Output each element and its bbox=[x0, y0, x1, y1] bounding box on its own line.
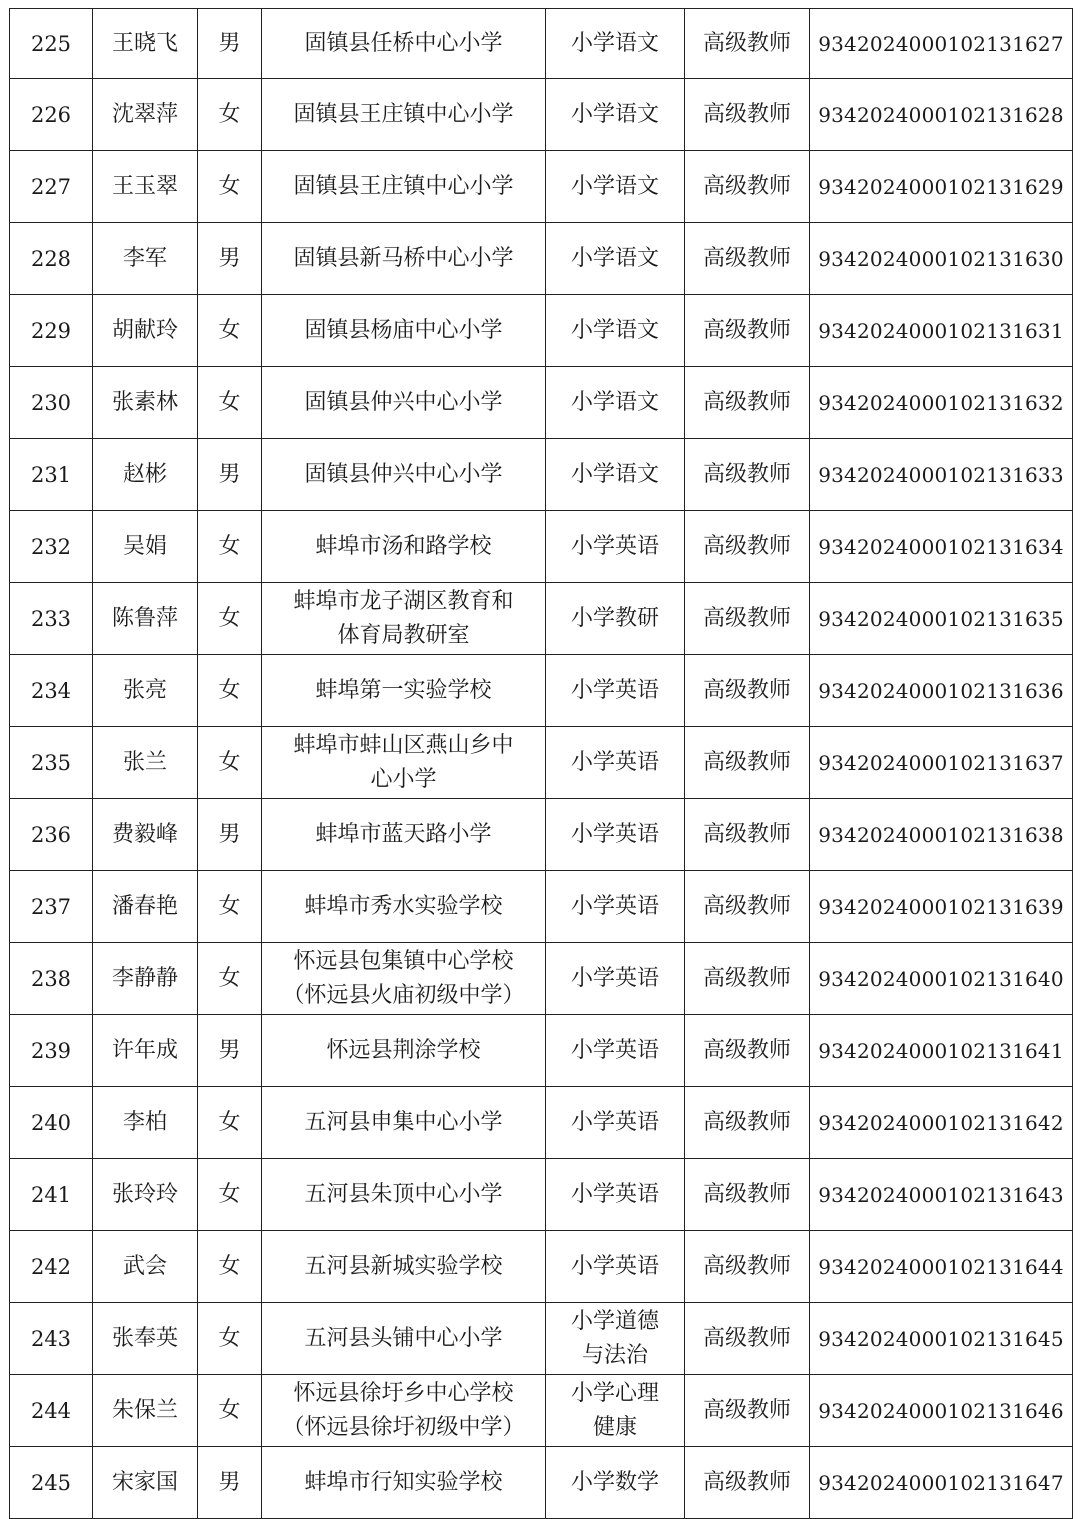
qualification-title: 高级教师 bbox=[685, 511, 810, 583]
gender: 男 bbox=[198, 1447, 262, 1519]
school: 蚌埠市行知实验学校 bbox=[262, 1447, 546, 1519]
table-row bbox=[10, 1375, 1073, 1447]
subject: 小学英语 bbox=[546, 1087, 685, 1159]
gender: 女 bbox=[198, 583, 262, 655]
school-line-2: （怀远县徐圩初级中学） bbox=[282, 1414, 525, 1440]
school: 固镇县仲兴中心小学 bbox=[262, 367, 546, 439]
subject: 小学英语 bbox=[546, 727, 685, 799]
row-number: 244 bbox=[10, 1375, 93, 1447]
certificate-number: 9342024000102131629 bbox=[810, 151, 1073, 223]
qualification-title: 高级教师 bbox=[685, 1375, 810, 1447]
qualification-title: 高级教师 bbox=[685, 79, 810, 151]
table-row bbox=[10, 871, 1073, 943]
certificate-number: 9342024000102131645 bbox=[810, 1303, 1073, 1375]
certificate-number: 9342024000102131630 bbox=[810, 223, 1073, 295]
school: 固镇县王庄镇中心小学 bbox=[262, 151, 546, 223]
gender: 女 bbox=[198, 1231, 262, 1303]
subject: 小学英语 bbox=[546, 799, 685, 871]
certificate-number: 9342024000102131642 bbox=[810, 1087, 1073, 1159]
qualification-title: 高级教师 bbox=[685, 1087, 810, 1159]
certificate-number: 9342024000102131641 bbox=[810, 1015, 1073, 1087]
gender: 女 bbox=[198, 79, 262, 151]
subject bbox=[546, 1375, 685, 1447]
certificate-number: 9342024000102131643 bbox=[810, 1159, 1073, 1231]
table-row bbox=[10, 655, 1073, 727]
teacher-name: 潘春艳 bbox=[93, 871, 198, 943]
subject: 小学英语 bbox=[546, 871, 685, 943]
subject: 小学英语 bbox=[546, 655, 685, 727]
teacher-name: 李静静 bbox=[93, 943, 198, 1015]
certificate-number: 9342024000102131636 bbox=[810, 655, 1073, 727]
row-number: 229 bbox=[10, 295, 93, 367]
school: 五河县新城实验学校 bbox=[262, 1231, 546, 1303]
gender: 女 bbox=[198, 1087, 262, 1159]
teacher-name: 张素林 bbox=[93, 367, 198, 439]
school: 固镇县新马桥中心小学 bbox=[262, 223, 546, 295]
certificate-number: 9342024000102131633 bbox=[810, 439, 1073, 511]
subject-line-1: 小学道德 bbox=[570, 1308, 659, 1334]
teacher-name: 沈翠萍 bbox=[93, 79, 198, 151]
table-row bbox=[10, 1159, 1073, 1231]
subject: 小学语文 bbox=[546, 79, 685, 151]
qualification-title: 高级教师 bbox=[685, 9, 810, 79]
qualification-title: 高级教师 bbox=[685, 367, 810, 439]
teacher-name: 费毅峰 bbox=[93, 799, 198, 871]
certificate-number: 9342024000102131627 bbox=[810, 9, 1073, 79]
subject: 小学英语 bbox=[546, 1231, 685, 1303]
school: 五河县申集中心小学 bbox=[262, 1087, 546, 1159]
subject: 小学英语 bbox=[546, 1015, 685, 1087]
qualification-title: 高级教师 bbox=[685, 727, 810, 799]
gender: 女 bbox=[198, 1375, 262, 1447]
certificate-number: 9342024000102131637 bbox=[810, 727, 1073, 799]
teacher-name: 宋家国 bbox=[93, 1447, 198, 1519]
teacher-name: 王晓飞 bbox=[93, 9, 198, 79]
subject: 小学语文 bbox=[546, 151, 685, 223]
teacher-name: 张兰 bbox=[93, 727, 198, 799]
certificate-number: 9342024000102131634 bbox=[810, 511, 1073, 583]
certificate-number: 9342024000102131646 bbox=[810, 1375, 1073, 1447]
gender: 女 bbox=[198, 871, 262, 943]
teacher-name: 赵彬 bbox=[93, 439, 198, 511]
subject: 小学英语 bbox=[546, 1159, 685, 1231]
subject bbox=[546, 1303, 685, 1375]
subject-line-2: 健康 bbox=[592, 1414, 637, 1440]
gender: 女 bbox=[198, 511, 262, 583]
table-row bbox=[10, 1087, 1073, 1159]
row-number: 234 bbox=[10, 655, 93, 727]
teacher-name: 朱保兰 bbox=[93, 1375, 198, 1447]
teacher-name: 李军 bbox=[93, 223, 198, 295]
table-row bbox=[10, 727, 1073, 799]
school-line-1: 怀远县包集镇中心学校 bbox=[293, 948, 514, 974]
school-line-1: 蚌埠市蚌山区燕山乡中 bbox=[293, 732, 514, 758]
teacher-name: 武会 bbox=[93, 1231, 198, 1303]
row-number: 228 bbox=[10, 223, 93, 295]
gender: 女 bbox=[198, 295, 262, 367]
row-number: 239 bbox=[10, 1015, 93, 1087]
school-line-2: （怀远县火庙初级中学） bbox=[282, 982, 525, 1008]
subject: 小学语文 bbox=[546, 367, 685, 439]
teacher-name: 许年成 bbox=[93, 1015, 198, 1087]
gender: 男 bbox=[198, 9, 262, 79]
teacher-name: 胡献玲 bbox=[93, 295, 198, 367]
school-line-1: 怀远县徐圩乡中心学校 bbox=[293, 1380, 514, 1406]
subject: 小学语文 bbox=[546, 9, 685, 79]
qualification-title: 高级教师 bbox=[685, 223, 810, 295]
row-number: 230 bbox=[10, 367, 93, 439]
table-row bbox=[10, 79, 1073, 151]
subject: 小学数学 bbox=[546, 1447, 685, 1519]
qualification-title: 高级教师 bbox=[685, 151, 810, 223]
school bbox=[262, 727, 546, 799]
row-number: 226 bbox=[10, 79, 93, 151]
gender: 女 bbox=[198, 367, 262, 439]
subject: 小学语文 bbox=[546, 223, 685, 295]
school: 蚌埠第一实验学校 bbox=[262, 655, 546, 727]
row-number: 235 bbox=[10, 727, 93, 799]
gender: 男 bbox=[198, 439, 262, 511]
certificate-number: 9342024000102131647 bbox=[810, 1447, 1073, 1519]
teacher-list-table bbox=[9, 8, 1073, 1519]
table-body bbox=[10, 9, 1073, 1519]
table-row bbox=[10, 1303, 1073, 1375]
subject: 小学英语 bbox=[546, 943, 685, 1015]
school bbox=[262, 583, 546, 655]
table-row bbox=[10, 151, 1073, 223]
table-row bbox=[10, 943, 1073, 1015]
school bbox=[262, 943, 546, 1015]
row-number: 242 bbox=[10, 1231, 93, 1303]
gender: 男 bbox=[198, 223, 262, 295]
row-number: 245 bbox=[10, 1447, 93, 1519]
teacher-name: 张奉英 bbox=[93, 1303, 198, 1375]
qualification-title: 高级教师 bbox=[685, 583, 810, 655]
subject: 小学教研 bbox=[546, 583, 685, 655]
school: 五河县头铺中心小学 bbox=[262, 1303, 546, 1375]
subject: 小学语文 bbox=[546, 439, 685, 511]
qualification-title: 高级教师 bbox=[685, 1159, 810, 1231]
gender: 女 bbox=[198, 943, 262, 1015]
school-line-2: 体育局教研室 bbox=[337, 622, 470, 648]
school: 五河县朱顶中心小学 bbox=[262, 1159, 546, 1231]
teacher-name: 陈鲁萍 bbox=[93, 583, 198, 655]
qualification-title: 高级教师 bbox=[685, 295, 810, 367]
teacher-name: 王玉翠 bbox=[93, 151, 198, 223]
table-row bbox=[10, 223, 1073, 295]
certificate-number: 9342024000102131635 bbox=[810, 583, 1073, 655]
qualification-title: 高级教师 bbox=[685, 1231, 810, 1303]
school: 怀远县荆涂学校 bbox=[262, 1015, 546, 1087]
certificate-number: 9342024000102131639 bbox=[810, 871, 1073, 943]
school: 蚌埠市汤和路学校 bbox=[262, 511, 546, 583]
school-line-1: 蚌埠市龙子湖区教育和 bbox=[293, 588, 514, 614]
gender: 女 bbox=[198, 1303, 262, 1375]
qualification-title: 高级教师 bbox=[685, 439, 810, 511]
gender: 男 bbox=[198, 1015, 262, 1087]
row-number: 236 bbox=[10, 799, 93, 871]
row-number: 243 bbox=[10, 1303, 93, 1375]
certificate-number: 9342024000102131644 bbox=[810, 1231, 1073, 1303]
gender: 女 bbox=[198, 151, 262, 223]
subject: 小学英语 bbox=[546, 511, 685, 583]
qualification-title: 高级教师 bbox=[685, 871, 810, 943]
table-row bbox=[10, 439, 1073, 511]
gender: 女 bbox=[198, 1159, 262, 1231]
table-row bbox=[10, 295, 1073, 367]
table-row bbox=[10, 583, 1073, 655]
table-row bbox=[10, 9, 1073, 79]
qualification-title: 高级教师 bbox=[685, 1447, 810, 1519]
school: 固镇县王庄镇中心小学 bbox=[262, 79, 546, 151]
table-row bbox=[10, 511, 1073, 583]
certificate-number: 9342024000102131638 bbox=[810, 799, 1073, 871]
qualification-title: 高级教师 bbox=[685, 943, 810, 1015]
row-number: 232 bbox=[10, 511, 93, 583]
qualification-title: 高级教师 bbox=[685, 1015, 810, 1087]
qualification-title: 高级教师 bbox=[685, 799, 810, 871]
certificate-number: 9342024000102131640 bbox=[810, 943, 1073, 1015]
gender: 男 bbox=[198, 799, 262, 871]
certificate-number: 9342024000102131628 bbox=[810, 79, 1073, 151]
subject-line-1: 小学心理 bbox=[570, 1380, 659, 1406]
qualification-title: 高级教师 bbox=[685, 655, 810, 727]
school: 蚌埠市秀水实验学校 bbox=[262, 871, 546, 943]
row-number: 238 bbox=[10, 943, 93, 1015]
row-number: 237 bbox=[10, 871, 93, 943]
subject-line-2: 与法治 bbox=[581, 1342, 648, 1368]
school: 蚌埠市蓝天路小学 bbox=[262, 799, 546, 871]
school bbox=[262, 1375, 546, 1447]
row-number: 231 bbox=[10, 439, 93, 511]
row-number: 240 bbox=[10, 1087, 93, 1159]
teacher-name: 张亮 bbox=[93, 655, 198, 727]
table-row bbox=[10, 1447, 1073, 1519]
gender: 女 bbox=[198, 655, 262, 727]
subject: 小学语文 bbox=[546, 295, 685, 367]
gender: 女 bbox=[198, 727, 262, 799]
table-row bbox=[10, 799, 1073, 871]
table-row bbox=[10, 367, 1073, 439]
row-number: 233 bbox=[10, 583, 93, 655]
qualification-title: 高级教师 bbox=[685, 1303, 810, 1375]
row-number: 225 bbox=[10, 9, 93, 79]
teacher-name: 张玲玲 bbox=[93, 1159, 198, 1231]
school: 固镇县杨庙中心小学 bbox=[262, 295, 546, 367]
teacher-name: 李柏 bbox=[93, 1087, 198, 1159]
table-row bbox=[10, 1015, 1073, 1087]
table-row bbox=[10, 1231, 1073, 1303]
school: 固镇县仲兴中心小学 bbox=[262, 439, 546, 511]
certificate-number: 9342024000102131631 bbox=[810, 295, 1073, 367]
row-number: 241 bbox=[10, 1159, 93, 1231]
school-line-2: 心小学 bbox=[370, 766, 437, 792]
school: 固镇县任桥中心小学 bbox=[262, 9, 546, 79]
teacher-name: 吴娟 bbox=[93, 511, 198, 583]
certificate-number: 9342024000102131632 bbox=[810, 367, 1073, 439]
row-number: 227 bbox=[10, 151, 93, 223]
